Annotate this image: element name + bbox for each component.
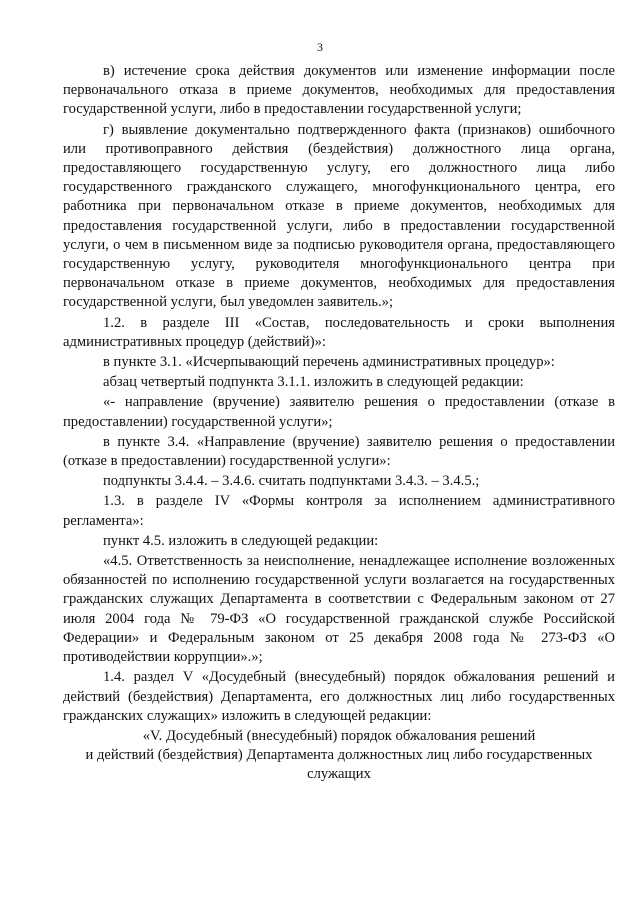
page-number: 3 xyxy=(317,40,323,54)
paragraph-3-4: в пункте 3.4. «Направление (вручение) заявителю решения о предоставлении (отказе в предоставлении) государственной услуги»: xyxy=(63,433,615,470)
section-title xyxy=(63,727,615,785)
paragraph-v: в) истечение срока действия документов или изменение информации после первоначального отказа в приеме документов, необходимых для предоставления государственной услуги, либо в предоставлении государственной услуги; xyxy=(63,63,615,118)
paragraph-4-5-intro: пункт 4.5. изложить в следующей редакции: xyxy=(103,532,379,549)
paragraph-1-3: 1.3. в разделе IV «Формы контроля за исполнением административного регламента»: xyxy=(63,493,615,529)
section-title-line-1: «V. Досудебный (внесудебный) порядок обжалования решений xyxy=(142,727,536,744)
paragraph-4-5: «4.5. Ответственность за неисполнение, ненадлежащее исполнение возложенных обязанностей по исполнению государственной услуги возлагается на государственных гражданских служащих Департамента в соответствии с Федеральным законом от 27 июля 2004 года № 79-ФЗ «О государственной гражданской службе Российской Федерации» и Федеральным законом от 25 декабря 2008 года № 273-ФЗ «О противодействии коррупции».»; xyxy=(63,553,615,666)
paragraph-3-1-1: абзац четвертый подпункта 3.1.1. изложить в следующей редакции: xyxy=(103,374,524,391)
paragraph-quote-direction: «- направление (вручение) заявителю решения о предоставлении (отказе в предоставлении) государственной услуги»; xyxy=(63,394,615,430)
paragraph-subpoints: подпункты 3.4.4. – 3.4.6. считать подпунктами 3.4.3. – 3.4.5.; xyxy=(103,473,480,490)
document-body xyxy=(63,62,615,785)
section-title-line-2: и действий (бездействия) Департамента должностных лиц либо государственных xyxy=(85,747,593,764)
paragraph-g: г) выявление документально подтвержденного факта (признаков) ошибочного или противоправного действия (бездействия) должностного лица органа, предоставляющего государственную услугу, его должностного лица либо государственного гражданского служащего, многофункционального центра, его работника при первоначальном отказе в приеме документов, необходимых для предоставления государственной услуги, либо в предоставлении государственной услуги, о чем в письменном виде за подписью руководителя органа, предоставляющего государственную услугу, руководителя многофункционального центра при первоначальном отказе в приеме документов, необходимых для предоставления государственной услуги, был уведомлен заявитель.»; xyxy=(63,121,615,311)
paragraph-1-2: 1.2. в разделе III «Состав, последовательность и сроки выполнения административных процедур (действий)»: xyxy=(63,314,615,350)
paragraph-3-1: в пункте 3.1. «Исчерпывающий перечень административных процедур»: xyxy=(103,354,555,371)
paragraph-1-4: 1.4. раздел V «Досудебный (внесудебный) порядок обжалования решений и действий (бездействия) Департамента, его должностных лиц либо государственных гражданских служащих» изложить в следующей редакции: xyxy=(63,669,615,724)
section-title-line-3: служащих xyxy=(307,766,371,783)
